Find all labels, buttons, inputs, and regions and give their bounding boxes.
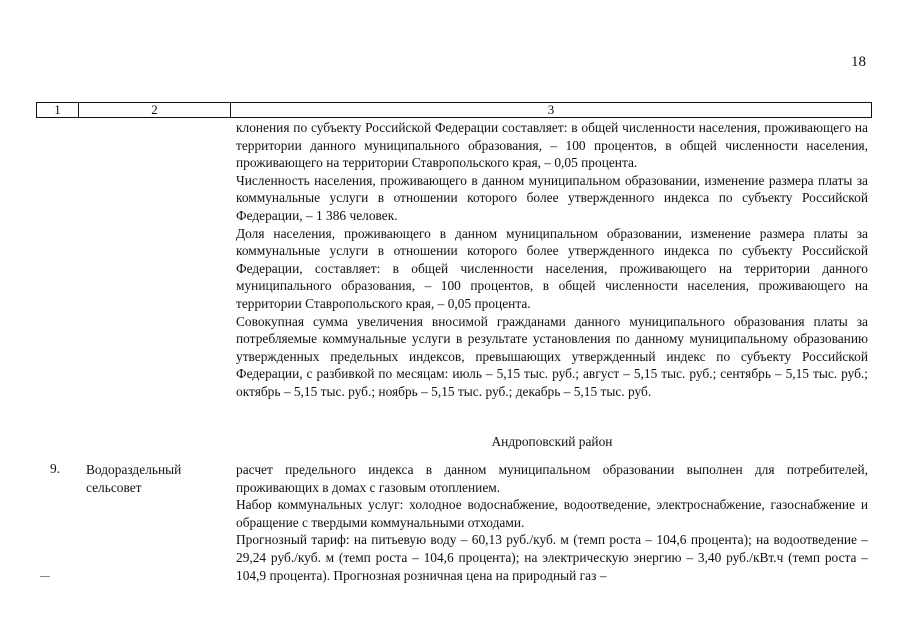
municipality-name: Водораздельный сельсовет — [86, 462, 182, 495]
paragraph: расчет предельного индекса в данном муниципальном образовании выполнен для потребителей, проживающих в домах с газовым отоплением. — [236, 462, 868, 495]
district-heading: Андроповский район — [491, 434, 613, 449]
paragraph: Совокупная сумма увеличения вносимой гражданами данного муниципального образования платы за потребляемые коммунальные услуги в результате установления по данному муниципальному образованию утвержденных предельных индексов, превышающих утвержденный индекс по субъекту Российской Федерации, с разбивкой по месяцам: июль – 5,15 тыс. руб.; август – 5,15 тыс. руб.; сентябрь – 5,15 тыс. руб.; октябрь – 5,15 тыс. руб.; ноябрь – 5,15 тыс. руб.; декабрь – 5,15 тыс. руб. — [236, 313, 868, 399]
paragraph: клонения по субъекту Российской Федерации составляет: в общей численности населения, проживающего на территории данного муниципального образования, – 100 процентов, в общей численности населения, проживающего на территории Ставропольского края, – 0,05 процента. — [236, 120, 868, 171]
table-column-header — [36, 102, 872, 118]
paragraph: Доля населения, проживающего в данном муниципальном образовании, изменение размера платы за коммунальные услуги в отношении которого более утвержденного индекса по субъекту Российской Федерации, составляет: в общей численности населения, проживающего на территории данного муниципального образования, – 100 процентов, в общей численности населения, проживающего на территории Ставропольского края, – 0,05 процента. — [236, 225, 868, 311]
column-header-2: 2 — [79, 103, 231, 117]
column-header-1: 1 — [37, 103, 79, 117]
row-number: 9. — [50, 461, 61, 476]
page-number: 18 — [851, 54, 866, 70]
paragraph: Прогнозный тариф: на питьевую воду – 60,13 руб./куб. м (темп роста – 104,6 процента); на водоотведение – 29,24 руб./куб. м (темп роста – 104,6 процента); на электрическую энергию – 3,40 руб./кВт.ч (темп роста – 104,9 процента). Прогнозная розничная цена на природный газ – — [236, 532, 868, 583]
margin-mark — [40, 576, 50, 577]
column-header-3: 3 — [547, 102, 555, 117]
row-text — [236, 461, 868, 584]
paragraph: Набор коммунальных услуг: холодное водоснабжение, водоотведение, электроснабжение, газоснабжение и обращение с твердыми коммунальными отходами. — [236, 497, 868, 530]
paragraph: Численность населения, проживающего в данном муниципальном образовании, изменение размера платы за коммунальные услуги в отношении которого более утвержденного индекса по субъекту Российской Федерации, – 1 386 человек. — [236, 172, 868, 223]
continuation-text — [236, 119, 868, 401]
